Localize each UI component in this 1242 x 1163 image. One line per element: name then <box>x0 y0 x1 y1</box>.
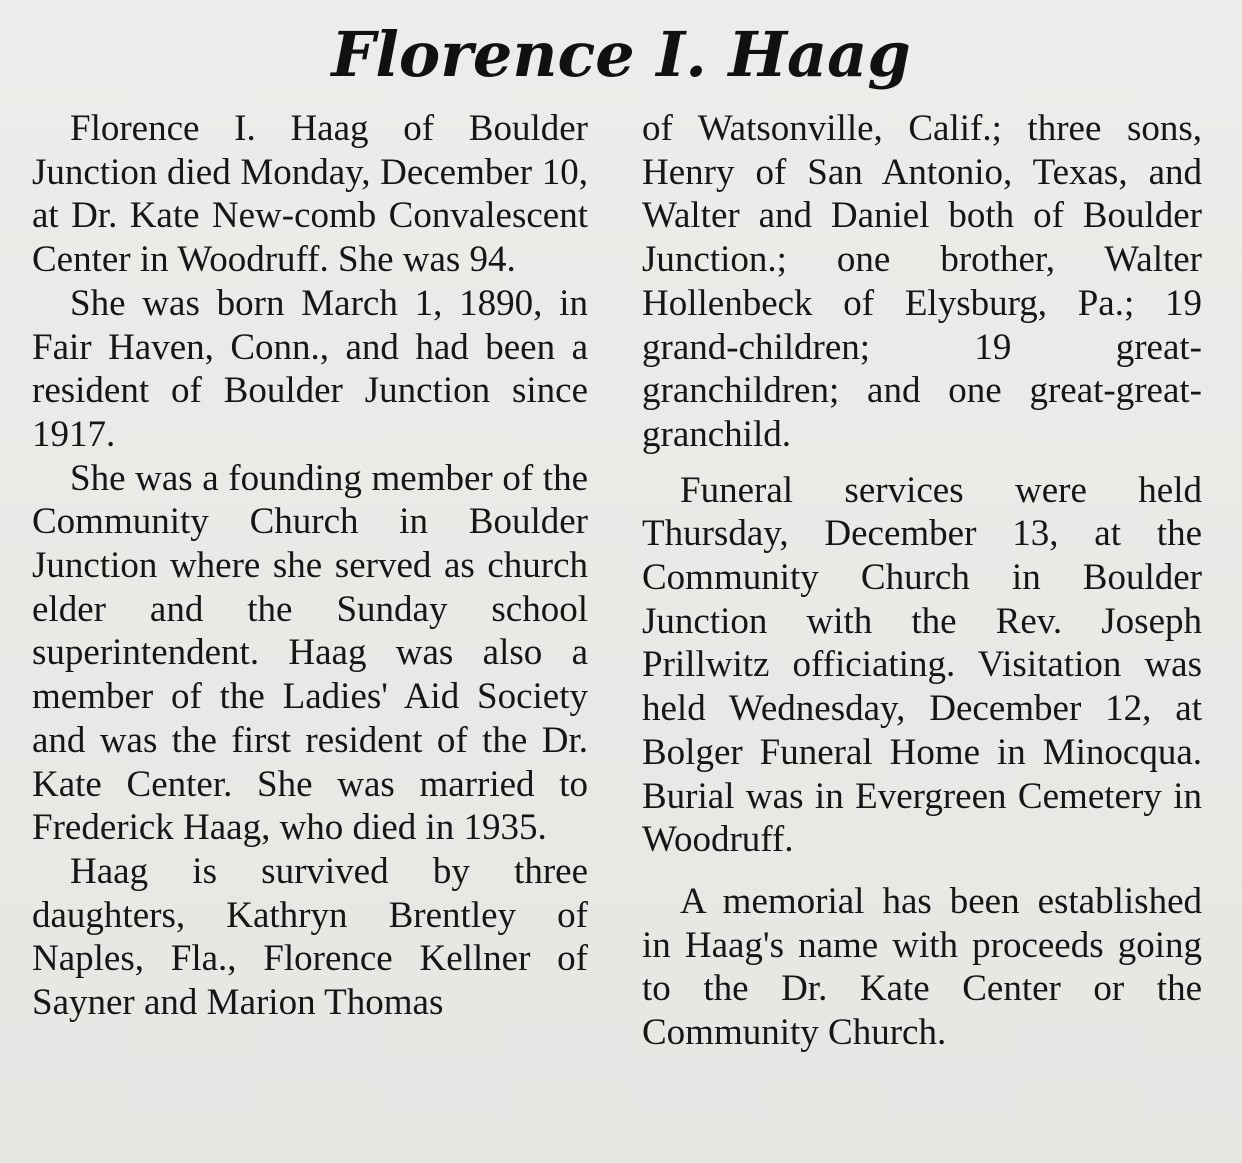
paragraph-birth-residence: She was born March 1, 1890, in Fair Haven, Conn., and had been a resident of Boulder Junction since 1917. <box>32 282 588 455</box>
left-column <box>32 107 588 1025</box>
paragraph-funeral-services: Funeral services were held Thursday, December 13, at the Community Church in Boulder Junction with the Rev. Joseph Prillwitz officiating. Visitation was held Wednesday, December 12, at Bolger Funeral Home in Minocqua. Burial was in Evergreen Cemetery in Woodruff. <box>642 469 1202 861</box>
paragraph-survivors-continued: of Watsonville, Calif.; three sons, Henry of San Antonio, Texas, and Walter and Daniel both of Boulder Junction.; one brother, Walter Hollenbeck of Elysburg, Pa.; 19 grand-children; 19 great-granchildren; and one great-great-granchild. <box>642 108 1202 455</box>
paragraph-church-membership: She was a founding member of the Community Church in Boulder Junction where she served as church elder and the Sunday school superintendent. Haag was also a member of the Ladies' Aid Society and was the first resident of the Dr. Kate Center. She was married to Frederick Haag, who died in 1935. <box>32 457 588 849</box>
paragraph-death-notice: Florence I. Haag of Boulder Junction died Monday, December 10, at Dr. Kate New-comb Convalescent Center in Woodruff. She was 94. <box>32 108 588 281</box>
paragraph-survivors: Haag is survived by three daughters, Kathryn Brentley of Naples, Fla., Florence Kellner of Sayner and Marion Thomas <box>32 850 588 1024</box>
paragraph-memorial: A memorial has been established in Haag's name with proceeds going to the Dr. Kate Center or the Community Church. <box>642 880 1202 1054</box>
obituary-headline: Florence I. Haag <box>331 18 911 91</box>
right-column <box>642 107 1202 1055</box>
